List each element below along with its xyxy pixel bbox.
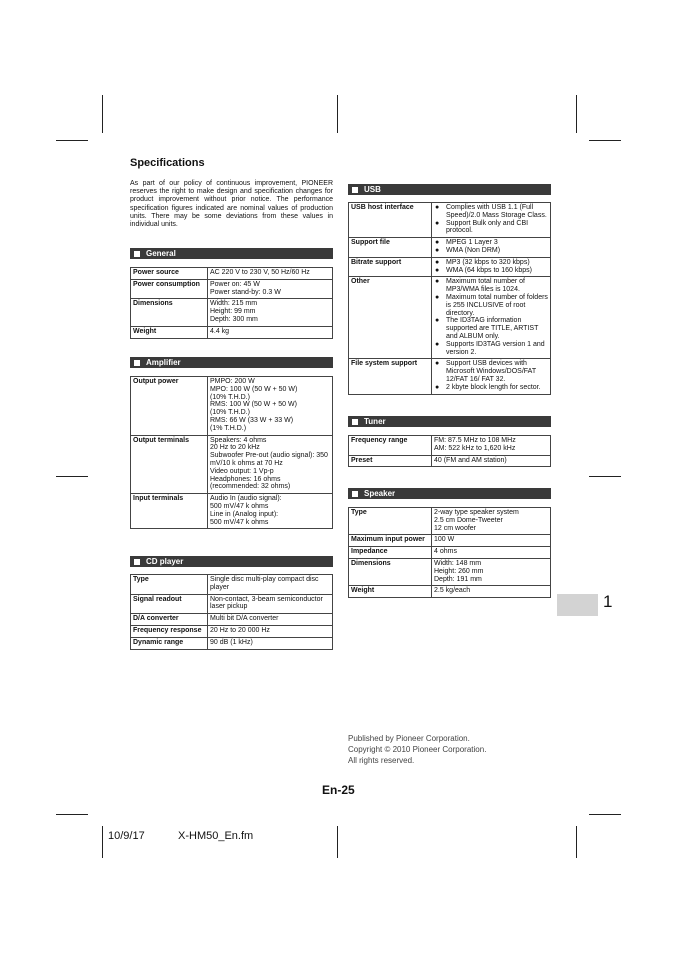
spec-row: [131, 614, 333, 626]
spec-value-line: AM: 522 kHz to 1,620 kHz: [434, 444, 516, 452]
spec-value-line: (10% T.H.D.): [210, 393, 250, 401]
crop-mark: [102, 95, 103, 133]
spec-label: Impedance: [349, 547, 432, 559]
square-bullet-icon: [352, 491, 358, 497]
spec-row: [349, 436, 551, 456]
square-bullet-icon: [134, 360, 140, 366]
spec-label: Type: [131, 575, 208, 595]
spec-value-line: 4 ohms: [434, 548, 457, 556]
spec-value-line: 500 mV/47 k ohms: [210, 502, 269, 510]
spec-row: [131, 326, 333, 338]
spec-row: [349, 508, 551, 535]
spec-label: Frequency range: [349, 436, 432, 456]
square-bullet-icon: [134, 559, 140, 565]
spec-value-line: Audio In (audio signal):: [210, 495, 282, 503]
spec-value: [432, 359, 551, 394]
spec-value-line: AC 220 V to 230 V, 50 Hz/60 Hz: [210, 269, 310, 276]
spec-value-line: 40 (FM and AM station): [434, 456, 507, 464]
square-bullet-icon: [352, 187, 358, 193]
spec-value-line: Single disc multi-play compact disc player: [210, 576, 319, 591]
spec-value-line: Video output: 1 Vp-p: [210, 467, 274, 475]
spec-row: [131, 575, 333, 595]
spec-value-line: Multi bit D/A converter: [210, 615, 279, 623]
footer-filename: X-HM50_En.fm: [178, 830, 254, 842]
spec-row: [349, 535, 551, 547]
crop-mark: [56, 140, 88, 141]
spec-value-line: (1% T.H.D.): [210, 424, 247, 432]
general-spec-table: [130, 267, 333, 339]
spec-label: Power source: [131, 268, 208, 280]
spec-value-line: 2-way type speaker system: [434, 509, 519, 516]
spec-row: [349, 257, 551, 277]
crop-mark: [589, 814, 621, 815]
spec-row: [131, 377, 333, 436]
chapter-number: 1: [603, 592, 613, 611]
page-title: Specifications: [130, 157, 205, 169]
spec-row: [131, 279, 333, 299]
spec-label: Dynamic range: [131, 637, 208, 649]
spec-row: [349, 359, 551, 394]
spec-row: [349, 203, 551, 238]
spec-value: [432, 277, 551, 359]
usb-spec-table: [348, 202, 551, 395]
spec-value: [208, 637, 333, 649]
bullet-item: ● MP3 (32 kbps to 320 kbps): [434, 259, 548, 267]
spec-row: [349, 586, 551, 598]
section-heading-cd-player: CD player: [130, 556, 333, 567]
spec-value-line: Power on: 45 W: [210, 280, 260, 288]
spec-value-line: Depth: 300 mm: [210, 315, 258, 323]
spec-value-line: 90 dB (1 kHz): [210, 638, 253, 646]
spec-value: [432, 535, 551, 547]
spec-label: Type: [349, 508, 432, 535]
amplifier-spec-table: [130, 376, 333, 529]
spec-label: Signal readout: [131, 594, 208, 614]
spec-value: [432, 238, 551, 258]
spec-value-line: 2.5 kg/each: [434, 587, 471, 595]
spec-value-line: Speakers: 4 ohms: [210, 436, 267, 444]
spec-value: [208, 494, 333, 529]
spec-label: Support file: [349, 238, 432, 258]
spec-row: [131, 594, 333, 614]
spec-value: [432, 558, 551, 585]
spec-value: [208, 594, 333, 614]
spec-label: Bitrate support: [349, 257, 432, 277]
spec-row: [349, 238, 551, 258]
crop-mark: [56, 814, 88, 815]
section-heading-amplifier: Amplifier: [130, 357, 333, 368]
spec-value: [432, 257, 551, 277]
spec-value-line: 20 Hz to 20 000 Hz: [210, 626, 270, 634]
spec-label: Preset: [349, 455, 432, 467]
bullet-item: ● 2 kbyte block length for sector.: [434, 384, 548, 392]
spec-value-line: Power stand-by: 0.3 W: [210, 288, 281, 296]
bullet-item: ● WMA (Non DRM): [434, 247, 548, 255]
chapter-tab: [557, 594, 598, 616]
spec-value: [208, 279, 333, 299]
spec-row: [131, 268, 333, 280]
spec-row: [349, 455, 551, 467]
publisher-line: Copyright © 2010 Pioneer Corporation.: [348, 745, 487, 754]
spec-value-line: 20 Hz to 20 kHz: [210, 444, 260, 452]
spec-value: [208, 625, 333, 637]
spec-value: [208, 326, 333, 338]
spec-label: D/A converter: [131, 614, 208, 626]
crop-mark: [337, 826, 338, 858]
spec-row: [349, 277, 551, 359]
spec-value-line: MPO: 100 W (50 W + 50 W): [210, 385, 298, 393]
section-heading-usb: USB: [348, 184, 551, 195]
spec-value-line: 12 cm woofer: [434, 524, 477, 532]
intro-paragraph: As part of our policy of continuous improvement, PIONEER reserves the right to make design and specification changes for product improvement without prior notice. The performance specification figures indicated are nominal values of production units. There may be some deviations from these values in individual units.: [130, 180, 333, 229]
spec-value: [208, 268, 333, 280]
spec-label: Frequency response: [131, 625, 208, 637]
spec-label: Weight: [349, 586, 432, 598]
spec-row: [349, 558, 551, 585]
crop-mark: [56, 476, 88, 477]
spec-row: [131, 637, 333, 649]
spec-value: [208, 299, 333, 326]
crop-mark: [576, 95, 577, 133]
cd-player-spec-table: [130, 574, 333, 650]
bullet-item: ● MPEG 1 Layer 3: [434, 239, 548, 247]
spec-label: Other: [349, 277, 432, 359]
publisher-line: All rights reserved.: [348, 756, 415, 765]
bullet-item: ● Complies with USB 1.1 (Full Speed)/2.0 Mass Storage Class.: [434, 204, 548, 220]
spec-row: [131, 435, 333, 494]
spec-value: [432, 203, 551, 238]
bullet-item: ● WMA (64 kbps to 160 kbps): [434, 267, 548, 275]
spec-value-line: Line in (Analog input):: [210, 510, 279, 518]
spec-value-line: Width: 148 mm: [434, 559, 482, 567]
spec-value-line: Non-contact, 3-beam semiconductor laser pickup: [210, 595, 323, 611]
crop-mark: [102, 826, 103, 858]
spec-value-line: (10% T.H.D.): [210, 409, 250, 417]
spec-label: File system support: [349, 359, 432, 394]
crop-mark: [589, 476, 621, 477]
bullet-item: ● Support Bulk only and CBI protocol.: [434, 220, 548, 236]
spec-row: [349, 547, 551, 559]
footer-date: 10/9/17: [108, 830, 145, 842]
spec-value: [208, 575, 333, 595]
spec-value-line: 4.4 kg: [210, 327, 230, 335]
bullet-item: ● Maximum total number of folders is 255 INCLUSIVE of root directory.: [434, 294, 548, 317]
spec-value-line: Subwoofer Pre-out (audio signal): 350 mV/10 k ohms at 70 Hz: [210, 452, 328, 467]
spec-label: USB host interface: [349, 203, 432, 238]
spec-value-line: RMS: 100 W (50 W + 50 W): [210, 401, 297, 409]
spec-label: Dimensions: [131, 299, 208, 326]
spec-value-line: Height: 99 mm: [210, 308, 256, 316]
spec-value-line: FM: 87.5 MHz to 108 MHz: [434, 437, 516, 444]
bullet-item: ● Maximum total number of MP3/WMA files is 1024.: [434, 278, 548, 294]
spec-row: [131, 299, 333, 326]
page-number: En-25: [322, 783, 355, 797]
square-bullet-icon: [134, 251, 140, 257]
spec-value: [208, 614, 333, 626]
bullet-item: ● Support USB devices with Microsoft Windows/DOS/FAT 12/FAT 16/ FAT 32.: [434, 360, 548, 383]
spec-value-line: Width: 215 mm: [210, 300, 258, 308]
spec-value-line: RMS: 66 W (33 W + 33 W): [210, 416, 294, 424]
spec-value-line: PMPO: 200 W: [210, 378, 255, 385]
spec-row: [131, 625, 333, 637]
spec-label: Output terminals: [131, 435, 208, 494]
spec-value-line: 2.5 cm Dome-Tweeter: [434, 516, 503, 524]
section-heading-general: General: [130, 248, 333, 259]
spec-label: Power consumption: [131, 279, 208, 299]
square-bullet-icon: [352, 419, 358, 425]
spec-label: Maximum input power: [349, 535, 432, 547]
spec-label: Dimensions: [349, 558, 432, 585]
spec-value-line: 100 W: [434, 536, 455, 544]
crop-mark: [337, 95, 338, 133]
spec-label: Output power: [131, 377, 208, 436]
crop-mark: [576, 826, 577, 858]
section-heading-tuner: Tuner: [348, 416, 551, 427]
speaker-spec-table: [348, 507, 551, 598]
spec-value: [432, 547, 551, 559]
spec-value: [432, 508, 551, 535]
spec-value-line: 500 mV/47 k ohms: [210, 518, 269, 526]
spec-label: Input terminals: [131, 494, 208, 529]
publisher-line: Published by Pioneer Corporation.: [348, 734, 470, 743]
spec-value-line: Depth: 191 mm: [434, 575, 482, 583]
spec-value: [208, 377, 333, 436]
spec-value-line: Height: 260 mm: [434, 567, 484, 575]
bullet-item: ● The ID3TAG information supported are TITLE, ARTIST and ALBUM only.: [434, 317, 548, 340]
tuner-spec-table: [348, 435, 551, 467]
spec-row: [131, 494, 333, 529]
bullet-item: ● Supports ID3TAG version 1 and version 2.: [434, 341, 548, 357]
crop-mark: [589, 140, 621, 141]
publisher-note: [348, 733, 486, 766]
spec-value: [432, 436, 551, 456]
spec-value-line: Headphones: 16 ohms (recommended: 32 ohms): [210, 475, 291, 491]
section-heading-speaker: Speaker: [348, 488, 551, 499]
spec-value: [432, 455, 551, 467]
spec-value: [208, 435, 333, 494]
spec-value: [432, 586, 551, 598]
spec-label: Weight: [131, 326, 208, 338]
